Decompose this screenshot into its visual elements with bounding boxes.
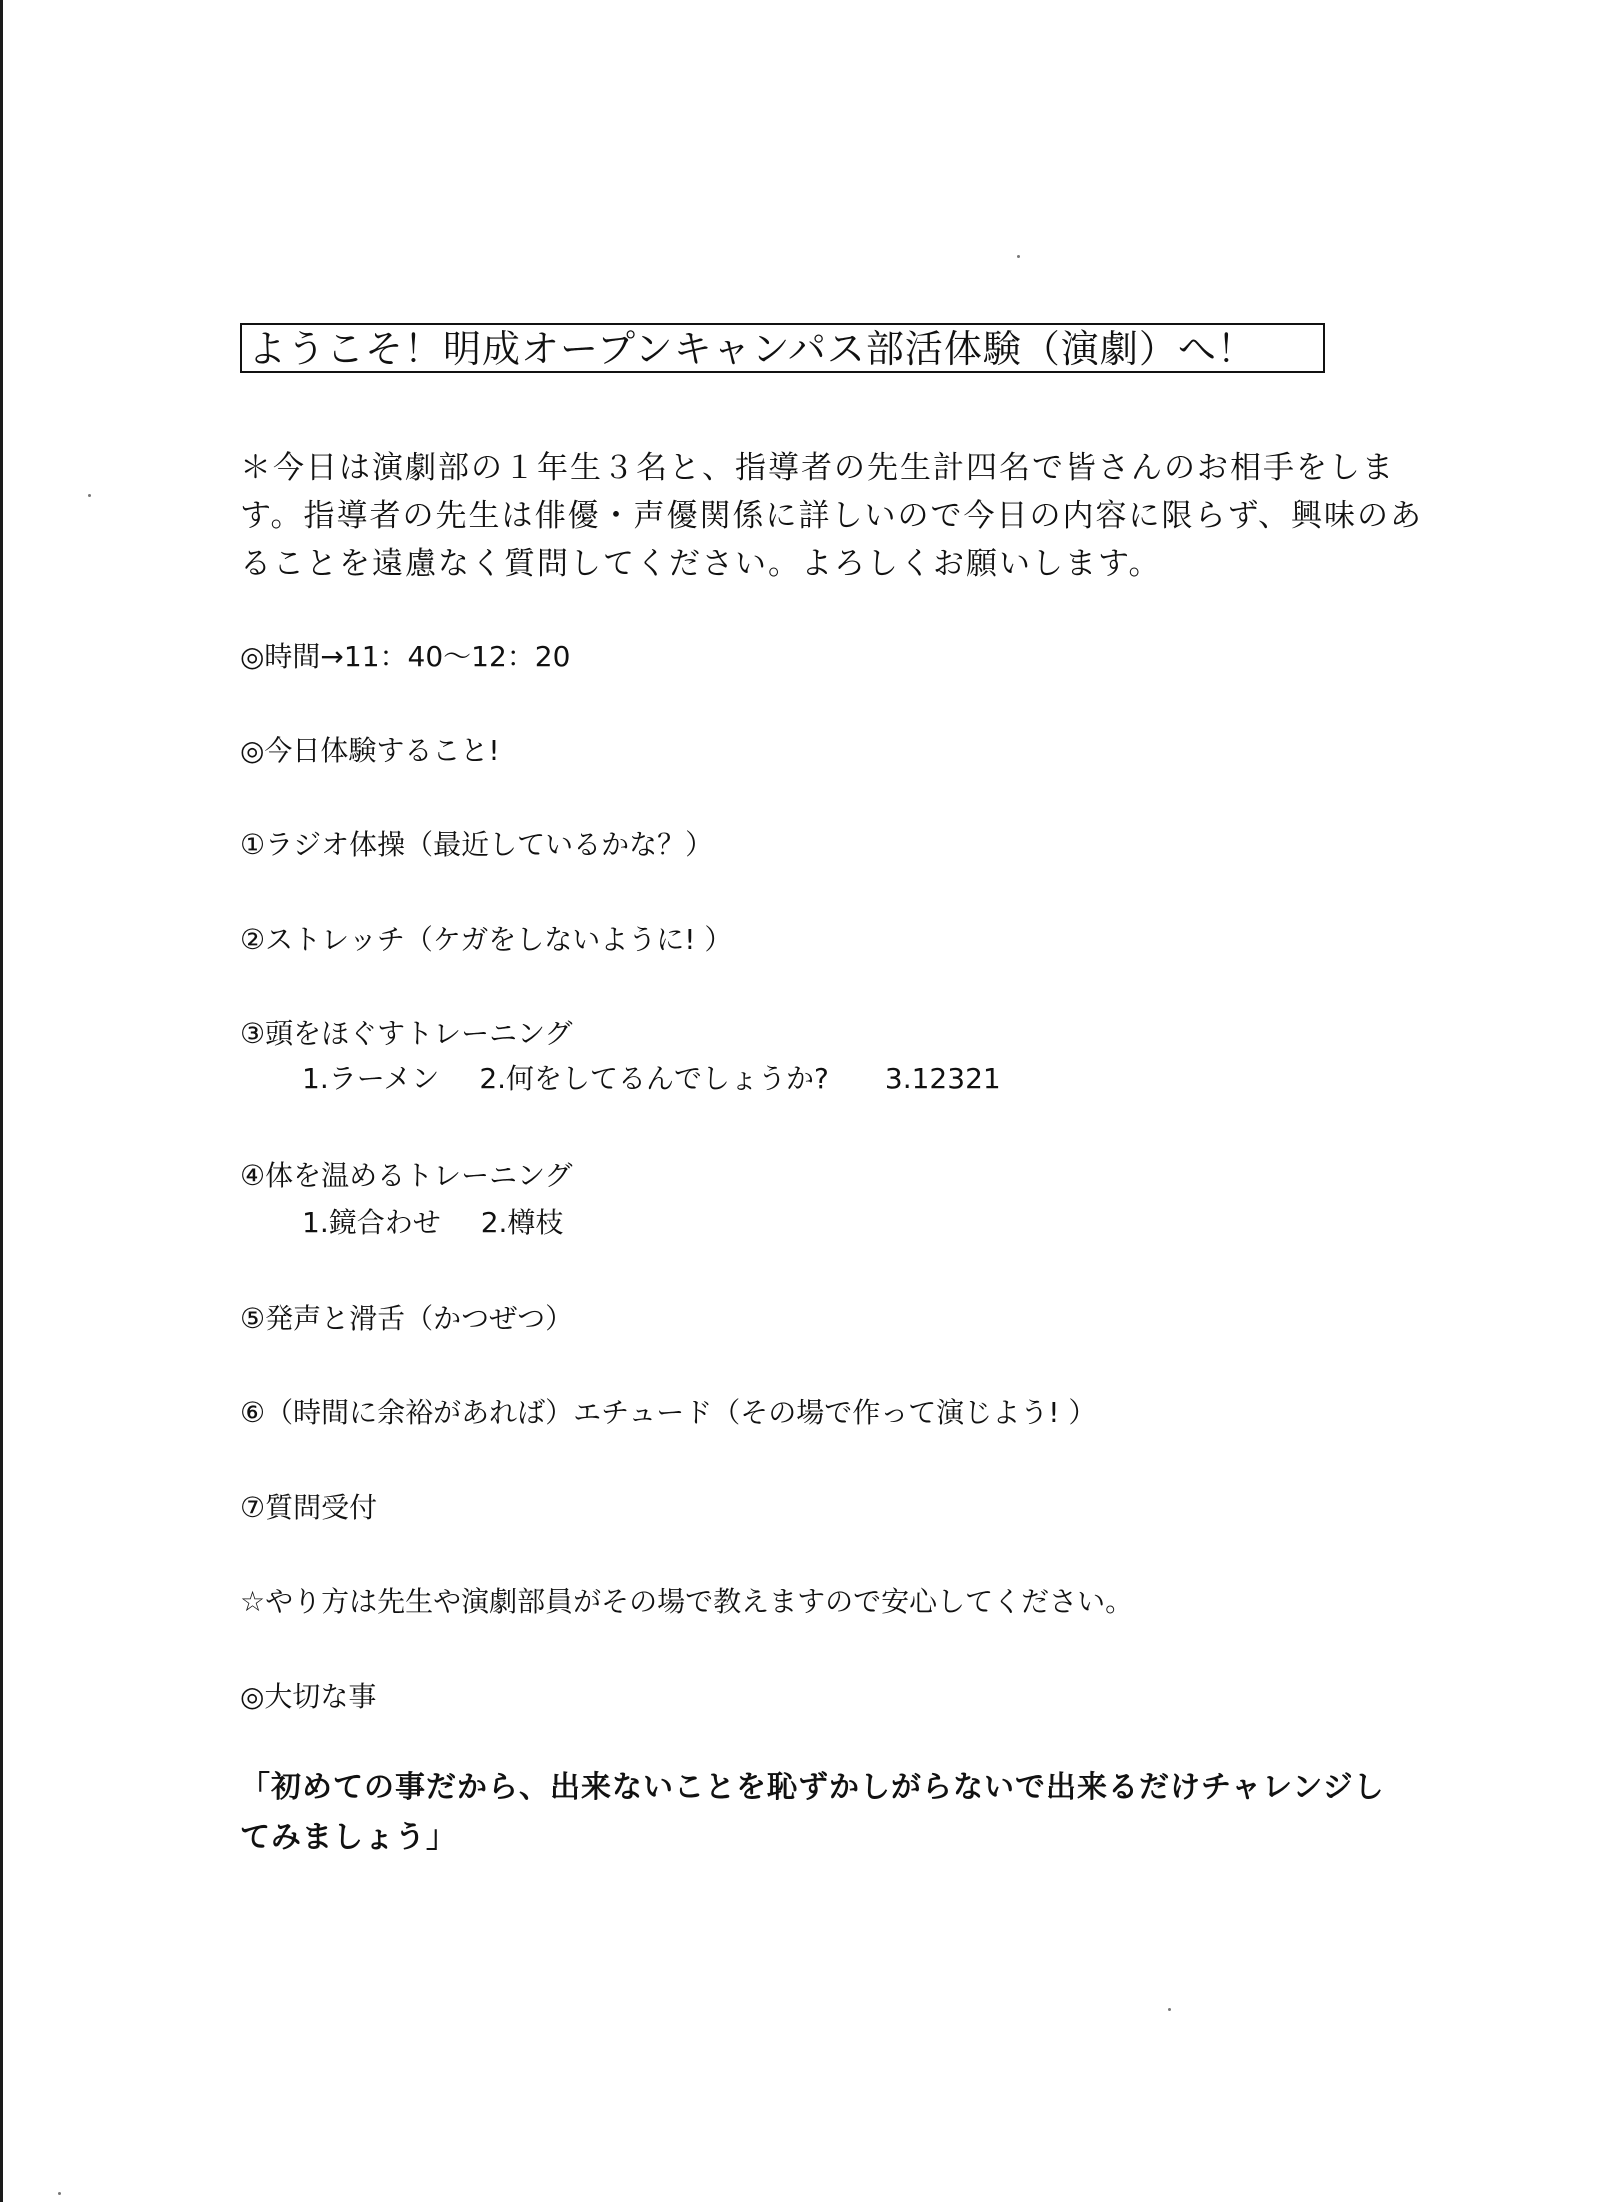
intro-line: ることを遠慮なく質問してください。よろしくお願いします。 <box>240 546 1162 582</box>
important-quote <box>240 1763 1385 1863</box>
note-text: ☆やり方は先生や演劇部員がその場で教えますので安心してください。 <box>240 1585 1134 1618</box>
time-label: ◎時間→11：40～12：20 <box>240 640 571 673</box>
list-item-7: ⑦質問受付 <box>240 1491 378 1524</box>
list-item-3-subitems <box>302 1061 1001 1097</box>
list-item-4: ④体を温めるトレーニング <box>240 1159 573 1192</box>
sub-item: 2.何をしてるんでしょうか? <box>479 1062 829 1095</box>
intro-paragraph <box>240 444 1424 588</box>
scan-speck <box>58 2192 61 2195</box>
list-item-3: ③頭をほぐすトレーニング <box>240 1017 573 1050</box>
scan-speck <box>1017 255 1020 258</box>
sub-item: 1.ラーメン <box>302 1062 440 1095</box>
scan-edge-shadow <box>0 0 3 2202</box>
scan-speck <box>88 494 91 497</box>
page-title: ようこそ！明成オープンキャンパス部活体験（演劇）へ！ <box>240 323 1325 373</box>
list-item-2: ②ストレッチ（ケガをしないように! ） <box>240 923 733 956</box>
quote-line: てみましょう」 <box>240 1820 457 1855</box>
quote-line: 「初めての事だから、出来ないことを恥ずかしがらないで出来るだけチャレンジし <box>240 1770 1385 1805</box>
intro-line: す。指導者の先生は俳優・声優関係に詳しいので今日の内容に限らず、興味のあ <box>240 498 1424 534</box>
list-item-6: ⑥（時間に余裕があれば）エチュード（その場で作って演じよう! ） <box>240 1396 1097 1429</box>
today-heading: ◎今日体験すること! <box>240 734 500 767</box>
important-heading: ◎大切な事 <box>240 1680 377 1713</box>
list-item-4-subitems <box>302 1205 563 1241</box>
list-item-5: ⑤発声と滑舌（かつぜつ） <box>240 1302 574 1335</box>
sub-item: 1.鏡合わせ <box>302 1206 441 1239</box>
intro-line: ＊今日は演劇部の１年生３名と、指導者の先生計四名で皆さんのお相手をしま <box>240 450 1395 486</box>
sub-item: 2.樽枝 <box>480 1206 564 1239</box>
scan-speck <box>1168 2008 1171 2011</box>
list-item-1: ①ラジオ体操（最近しているかな？） <box>240 828 714 861</box>
sub-item: 3.12321 <box>884 1062 1001 1095</box>
